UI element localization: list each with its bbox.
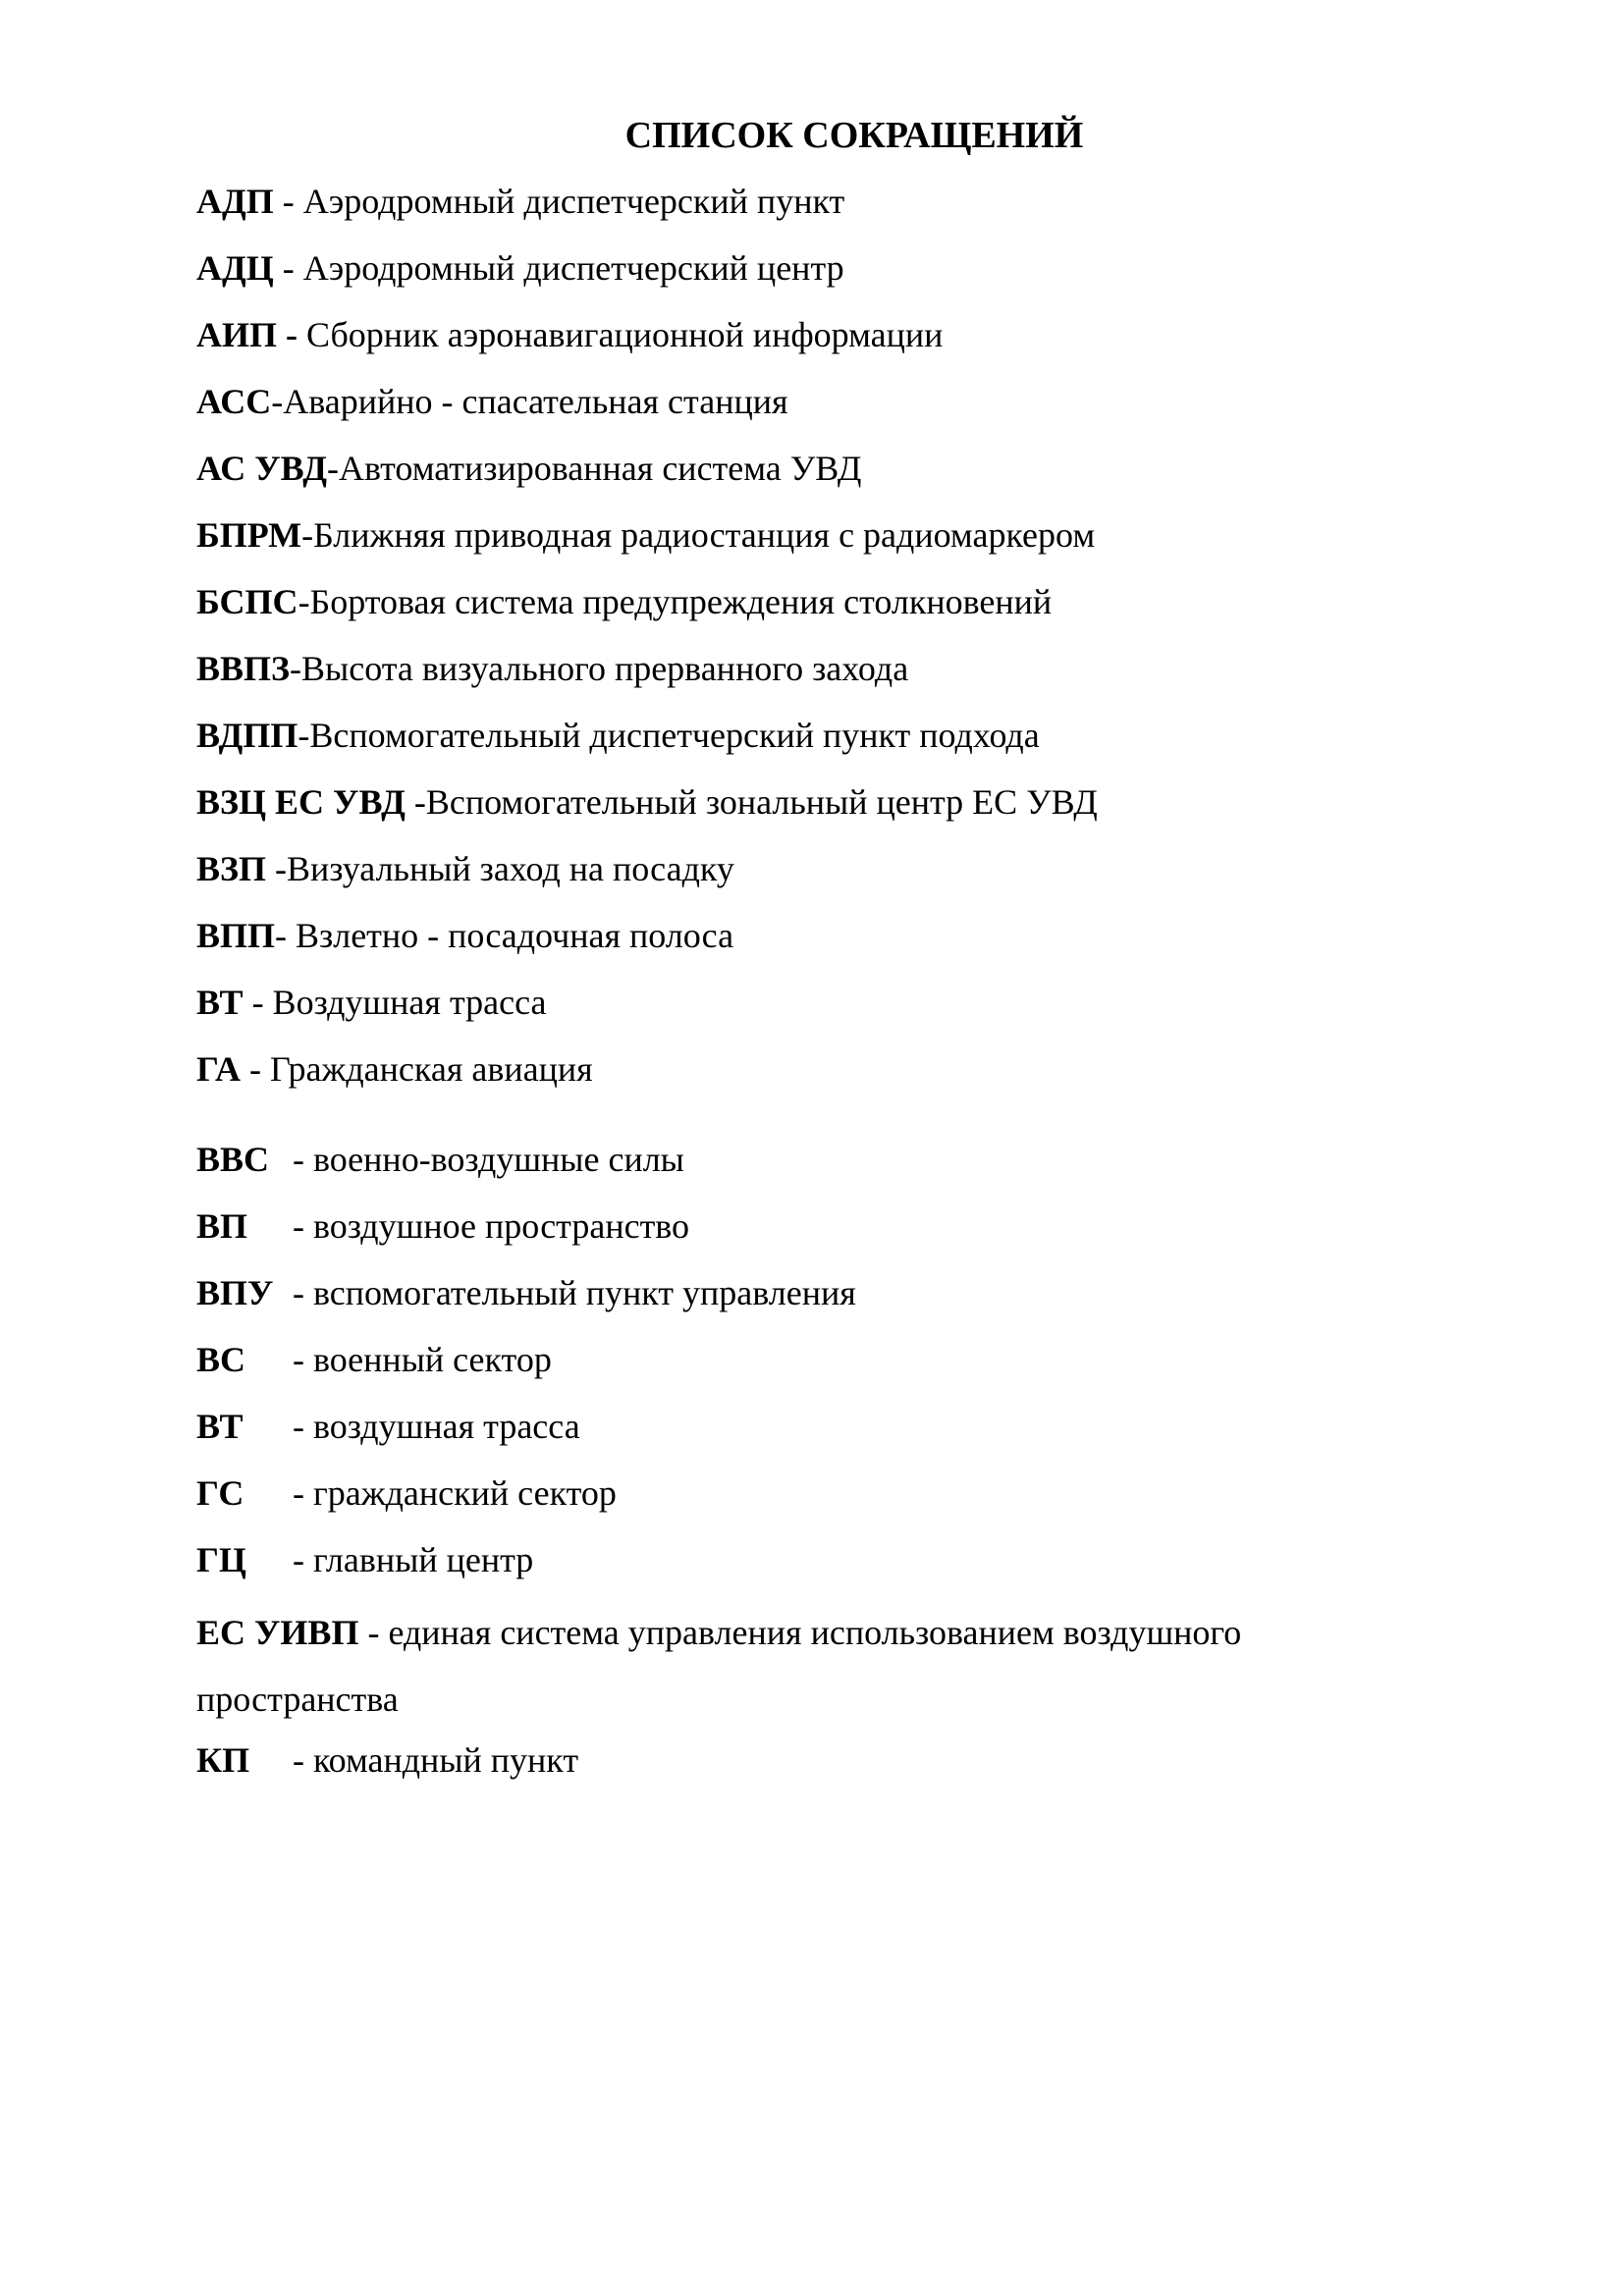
abbreviation-entry [196,774,1473,841]
abbreviation-entry [196,975,1473,1041]
abbreviation-entry [196,1466,1473,1532]
abbreviation-term: АС УВД [196,449,328,488]
abbreviation-entry [196,1733,1473,1799]
abbreviation-entry [196,1532,1473,1599]
abbreviation-entry [196,908,1473,975]
abbreviation-definition: -Бортовая система предупреждения столкновений [298,582,1053,621]
abbreviation-entry [196,1199,1473,1265]
abbreviation-term: АДП [196,182,274,221]
abbreviation-definition: -Аварийно - спасательная станция [271,382,788,421]
abbreviation-entry [196,1265,1473,1332]
abbreviation-definition: -Визуальный заход на посадку [266,849,734,888]
abbreviation-definition: -Вспомогательный зональный центр ЕС УВД [405,782,1098,822]
abbreviation-entry [196,441,1473,507]
abbreviation-definition: - главный центр [293,1540,534,1579]
abbreviation-entry [196,708,1473,774]
abbreviation-entry [196,841,1473,908]
abbreviation-definition: - вспомогательный пункт управления [293,1273,856,1312]
abbreviation-definition: - военно-воздушные силы [293,1140,684,1179]
abbreviation-entry [196,1132,1473,1199]
abbreviation-definition: - военный сектор [293,1340,552,1379]
abbreviation-entry [196,1332,1473,1399]
abbreviation-entry [196,507,1473,574]
abbreviation-entry [196,1041,1473,1108]
abbreviation-list [196,174,1473,1799]
abbreviation-definition: -Ближняя приводная радиостанция с радиомаркером [301,515,1096,555]
abbreviation-entry [196,641,1473,708]
abbreviation-definition: Сборник аэронавигационной информации [298,315,944,354]
abbreviation-definition: - единая система управления использованием воздушного пространства [196,1613,1242,1719]
abbreviation-term: БСПС [196,582,298,621]
abbreviation-entry [196,174,1473,240]
abbreviation-term: АИП - [196,315,298,354]
abbreviation-term: АСС [196,382,272,421]
abbreviation-term: КП [196,1740,250,1780]
abbreviation-definition: -Высота визуального прерванного захода [290,649,909,688]
abbreviation-term: ВПУ [196,1273,274,1312]
abbreviation-term: БПРМ [196,515,302,555]
abbreviation-term: ГЦ [196,1540,246,1579]
abbreviation-definition: -Вспомогательный диспетчерский пункт подхода [298,716,1040,755]
abbreviation-entry [196,374,1473,441]
abbreviation-term: ВВПЗ [196,649,291,688]
abbreviation-term: ВВС [196,1140,270,1179]
abbreviation-definition: - Аэродромный диспетчерский пункт [273,182,845,221]
abbreviation-definition: - Воздушная трасса [243,983,547,1022]
abbreviation-term: ВДПП [196,716,298,755]
abbreviation-definition: - Аэродромный диспетчерский центр [273,248,844,288]
abbreviation-definition: - воздушное пространство [293,1206,690,1246]
abbreviation-term: АДЦ [196,248,274,288]
abbreviation-definition: - Взлетно - посадочная полоса [275,916,734,955]
abbreviation-term: ВП [196,1206,248,1246]
abbreviation-definition: - Гражданская авиация [240,1049,593,1089]
abbreviation-definition: - гражданский сектор [293,1473,617,1513]
abbreviation-term: ВС [196,1340,246,1379]
abbreviation-entry [196,574,1473,641]
abbreviation-definition: - воздушная трасса [293,1407,580,1446]
abbreviation-term: ГС [196,1473,244,1513]
abbreviation-entry [196,1599,1375,1733]
abbreviation-term: ЕС УИВП [196,1613,359,1652]
abbreviation-term: ГА [196,1049,241,1089]
abbreviation-definition: -Автоматизированная система УВД [327,449,862,488]
page-title: СПИСОК СОКРАЩЕНИЙ [624,115,1084,156]
abbreviation-term: ВЗЦ ЕС УВД [196,782,406,822]
abbreviation-term: ВТ [196,1407,244,1446]
abbreviation-term: ВТ [196,983,244,1022]
abbreviation-entry [196,307,1473,374]
abbreviation-entry [196,240,1473,307]
abbreviation-term: ВЗП [196,849,267,888]
abbreviation-definition: - командный пункт [293,1740,579,1780]
abbreviation-term: ВПП [196,916,276,955]
abbreviation-entry [196,1399,1473,1466]
